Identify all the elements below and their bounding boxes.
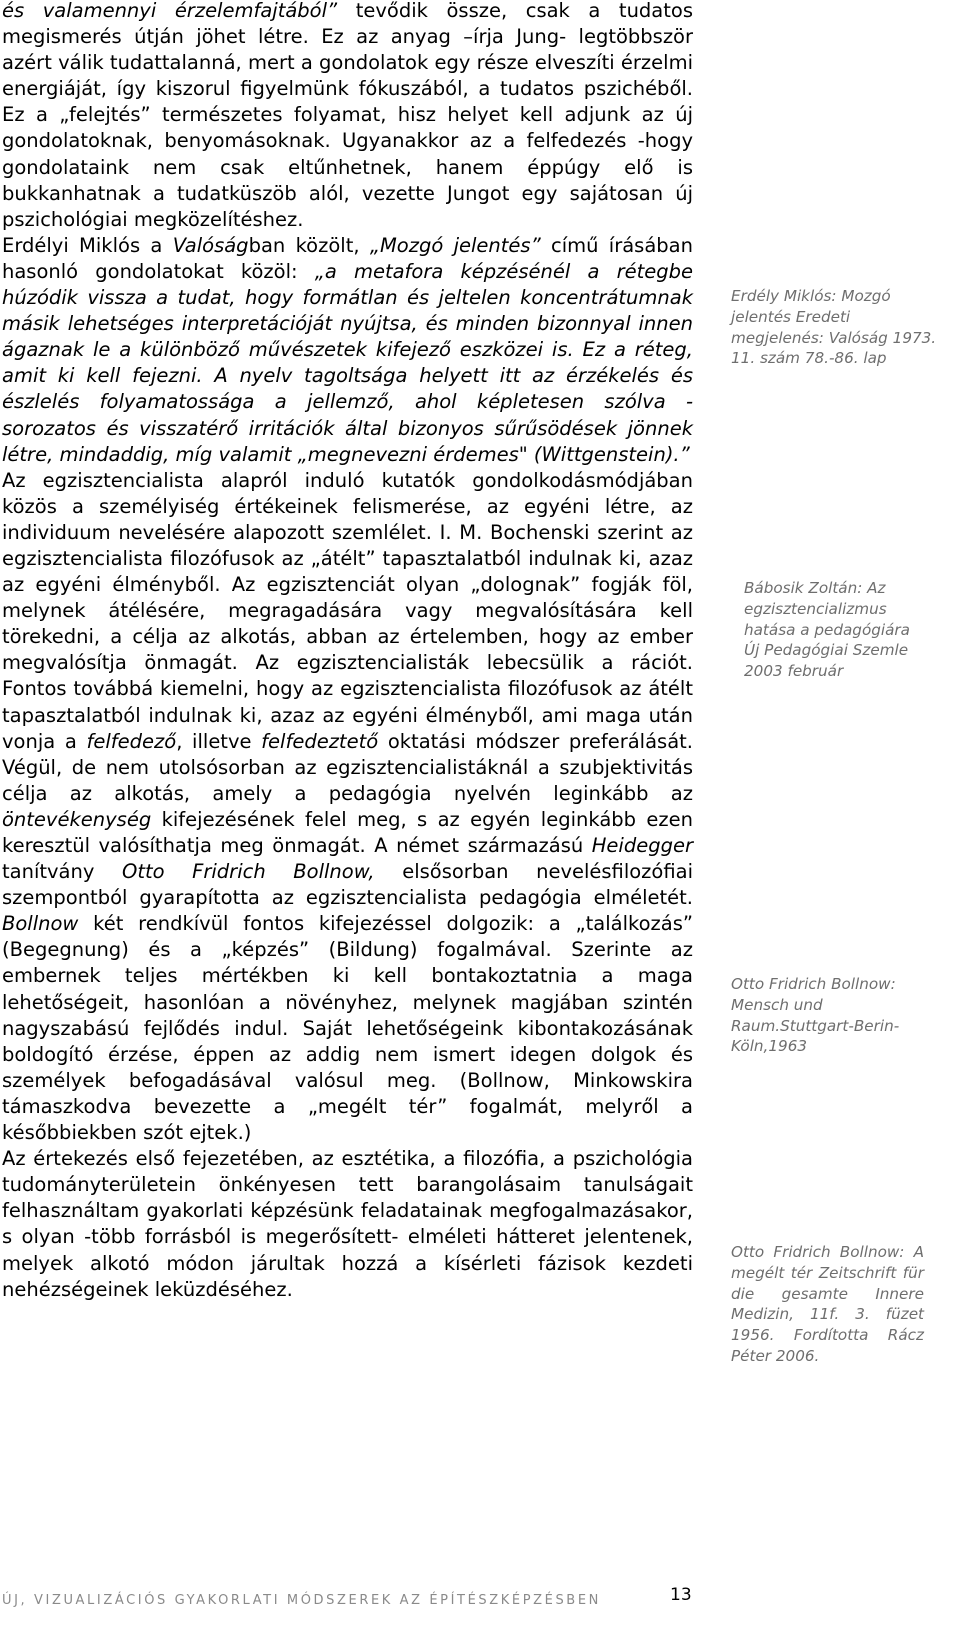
paragraph-jung-text: tevődik össze, csak a tudatos megismerés útján jöhet létre. Ez az anyag –írja Jung- legtöbbször azért válik tudattalanná, mert a gondolatok egy része elveszíti érzelmi energiáját, így kiszorul figyelmünk fókuszából, a tudatos pszichéből. Ez a „felejtés” természetes folyamat, hisz helyet kell adjunk az új gondolatoknak, benyomásoknak. Ugyanakkor az a felfedezés -hogy gondolataink nem csak eltűnhetnek, hanem éppúgy elő is bukkanhatnak a tudatküszöb alól, vezette Jungot egy sajátosan új pszichológiai megközelítéshez.: [2, 0, 693, 231]
page-footer: [2, 1585, 702, 1611]
sidenote-babosik: Bábosik Zoltán: Az egzisztencializmus hatása a pedagógiára Új Pedagógiai Szemle 2003 február: [744, 579, 910, 681]
text-span: elsősorban nevelésfilozófiai szempontból gyarapította az egzisztencialista pedagógia elméletét.: [2, 860, 694, 910]
italic-valosag: Valóság: [172, 233, 249, 257]
footer-title: ÚJ, VIZUALIZÁCIÓS GYAKORLATI MÓDSZEREK AZ ÉPÍTÉSZKÉPZÉSBEN: [2, 1593, 601, 1608]
italic-erdelyi-quote: „a metafora képzésénél a rétegbe húzódik vissza a tudat, hogy formátlan és jeltelen koncentrátumnak másik lehetséges interpretációját nyújtsa, és minden bizonnyal innen ágaznak le a különböző művészetek kifejező eszközei is. Ez a réteg, amit ki kell fejezni. A nyelv tagoltsága helyett itt az érzékelés és észlelés folyamatossága a jellemző, ahol képletesen szólva - sorozatos és visszatérő irritációk által bizonyos sűrűsödések jönnek létre, mindaddig, míg valamit „megnevezni érdemes" (Wittgenstein).”: [2, 259, 693, 466]
text-span: oktatási módszer preferálását. Végül, de nem utolsósorban az egzisztencialistáknál a szubjektivitás célja az alkotás, amely a pedagógia nyelvén leginkább az: [2, 729, 693, 805]
italic-heidegger: Heidegger: [591, 834, 693, 857]
text-span: tanítvány: [2, 860, 122, 884]
page-number: 13: [670, 1585, 692, 1605]
italic-ontevekenyseg: öntevékenység: [2, 807, 152, 831]
italic-quote-end: és valamennyi érzelemfajtából”: [2, 0, 338, 22]
paragraph-jung: [2, 0, 693, 233]
text-span: Erdélyi Miklós a: [2, 233, 173, 257]
text-span: két rendkívül fontos kifejezéssel dolgozik: a „találkozás” (Begegnung) és a „képzés” (Bildung) fogalmával. Szerinte az embernek teljes mértékben ki kell bontakoztatnia a maga lehetőségeit, hasonlóan a növényhez, melynek magjában szintén nagyszabású fejlődés indul. Saját lehetőségeink kibontakozásának boldogító érzése, éppen az addig nem ismert idegen dolgok és személyek befogadásával valósul meg. (Bollnow, Minkowskira támaszkodva bevezette a „megélt tér” fogalmát, melyről a későbbiekben szót ejtek.): [2, 912, 693, 1145]
sidenote-erdely: Erdély Miklós: Mozgó jelentés Eredeti megjelenés: Valóság 1973. 11. szám 78.-86. lap: [731, 287, 937, 368]
italic-bollnow: Bollnow: [2, 912, 79, 936]
paragraph-egzisztencialista: [2, 468, 693, 1146]
text-span: kifejezésének felel meg, s az egyén leginkább ezen keresztül valósíthatja meg önmagát. A német származású: [2, 807, 693, 857]
italic-mozgo-jelentes: „Mozgó jelentés”: [369, 233, 541, 257]
text-span: Az egzisztencialista alapról induló kutatók gondolkodásmódjában közös a személyiség értékeinek felismerése, az egyéni létre, az individuum nevelésére alapozott szemlélet. I. M. Bochenski szerint az egzisztencialista filozófusok az „átélt” tapasztalatból indulnak ki, azaz az egyéni élményből. Az egzisztenciát olyan „dolognak” fogják föl, melynek átélésére, megragadására vagy megvalósítására kell törekedni, a célja az alkotás, abban az értelemben, hogy az ember megvalósítja önmagát. Az egzisztencialisták lebecsülik a rációt. Fontos továbbá kiemelni, hogy az egzisztencialista filozófusok az átélt tapasztalatból indulnak ki, azaz az egyéni élményből, ami maga után vonja a: [2, 468, 693, 753]
text-span: ban közölt,: [248, 233, 370, 257]
sidenote-bollnow-raum: Otto Fridrich Bollnow: Mensch und Raum.Stuttgart-Berin-Köln,1963: [731, 975, 900, 1056]
paragraph-erdelyi: [2, 233, 693, 468]
italic-felfedezteto: felfedeztető: [261, 729, 379, 753]
main-text-column: [2, 0, 693, 1303]
sidenote-bollnow-megelt-ter: Otto Fridrich Bollnow: A megélt tér Zeitschrift für die gesamte Innere Medizin, 11f. 3. füzet 1956. Fordította Rácz Péter 2006.: [731, 1243, 924, 1365]
text-span: című írásában hasonló gondolatokat közöl:: [2, 233, 693, 283]
italic-felfedezo: felfedező: [86, 729, 177, 753]
paragraph-ertekezes: Az értekezés első fejezetében, az esztétika, a filozófia, a pszichológia tudományterületein önkényesen tett barangolásaim tanulságait felhasználtam gyakorlati képzésünk feladatainak megfogalmazásakor, s olyan -több forrásból is megerősített- elméleti hátteret jelentenek, melyek alkotó módon járultak hozzá a kísérleti fázisok kezdeti nehézségeinek leküzdéséhez.: [2, 1147, 693, 1301]
text-span: , illetve: [176, 729, 262, 753]
italic-bollnow-name: Otto Fridrich Bollnow,: [122, 860, 375, 884]
